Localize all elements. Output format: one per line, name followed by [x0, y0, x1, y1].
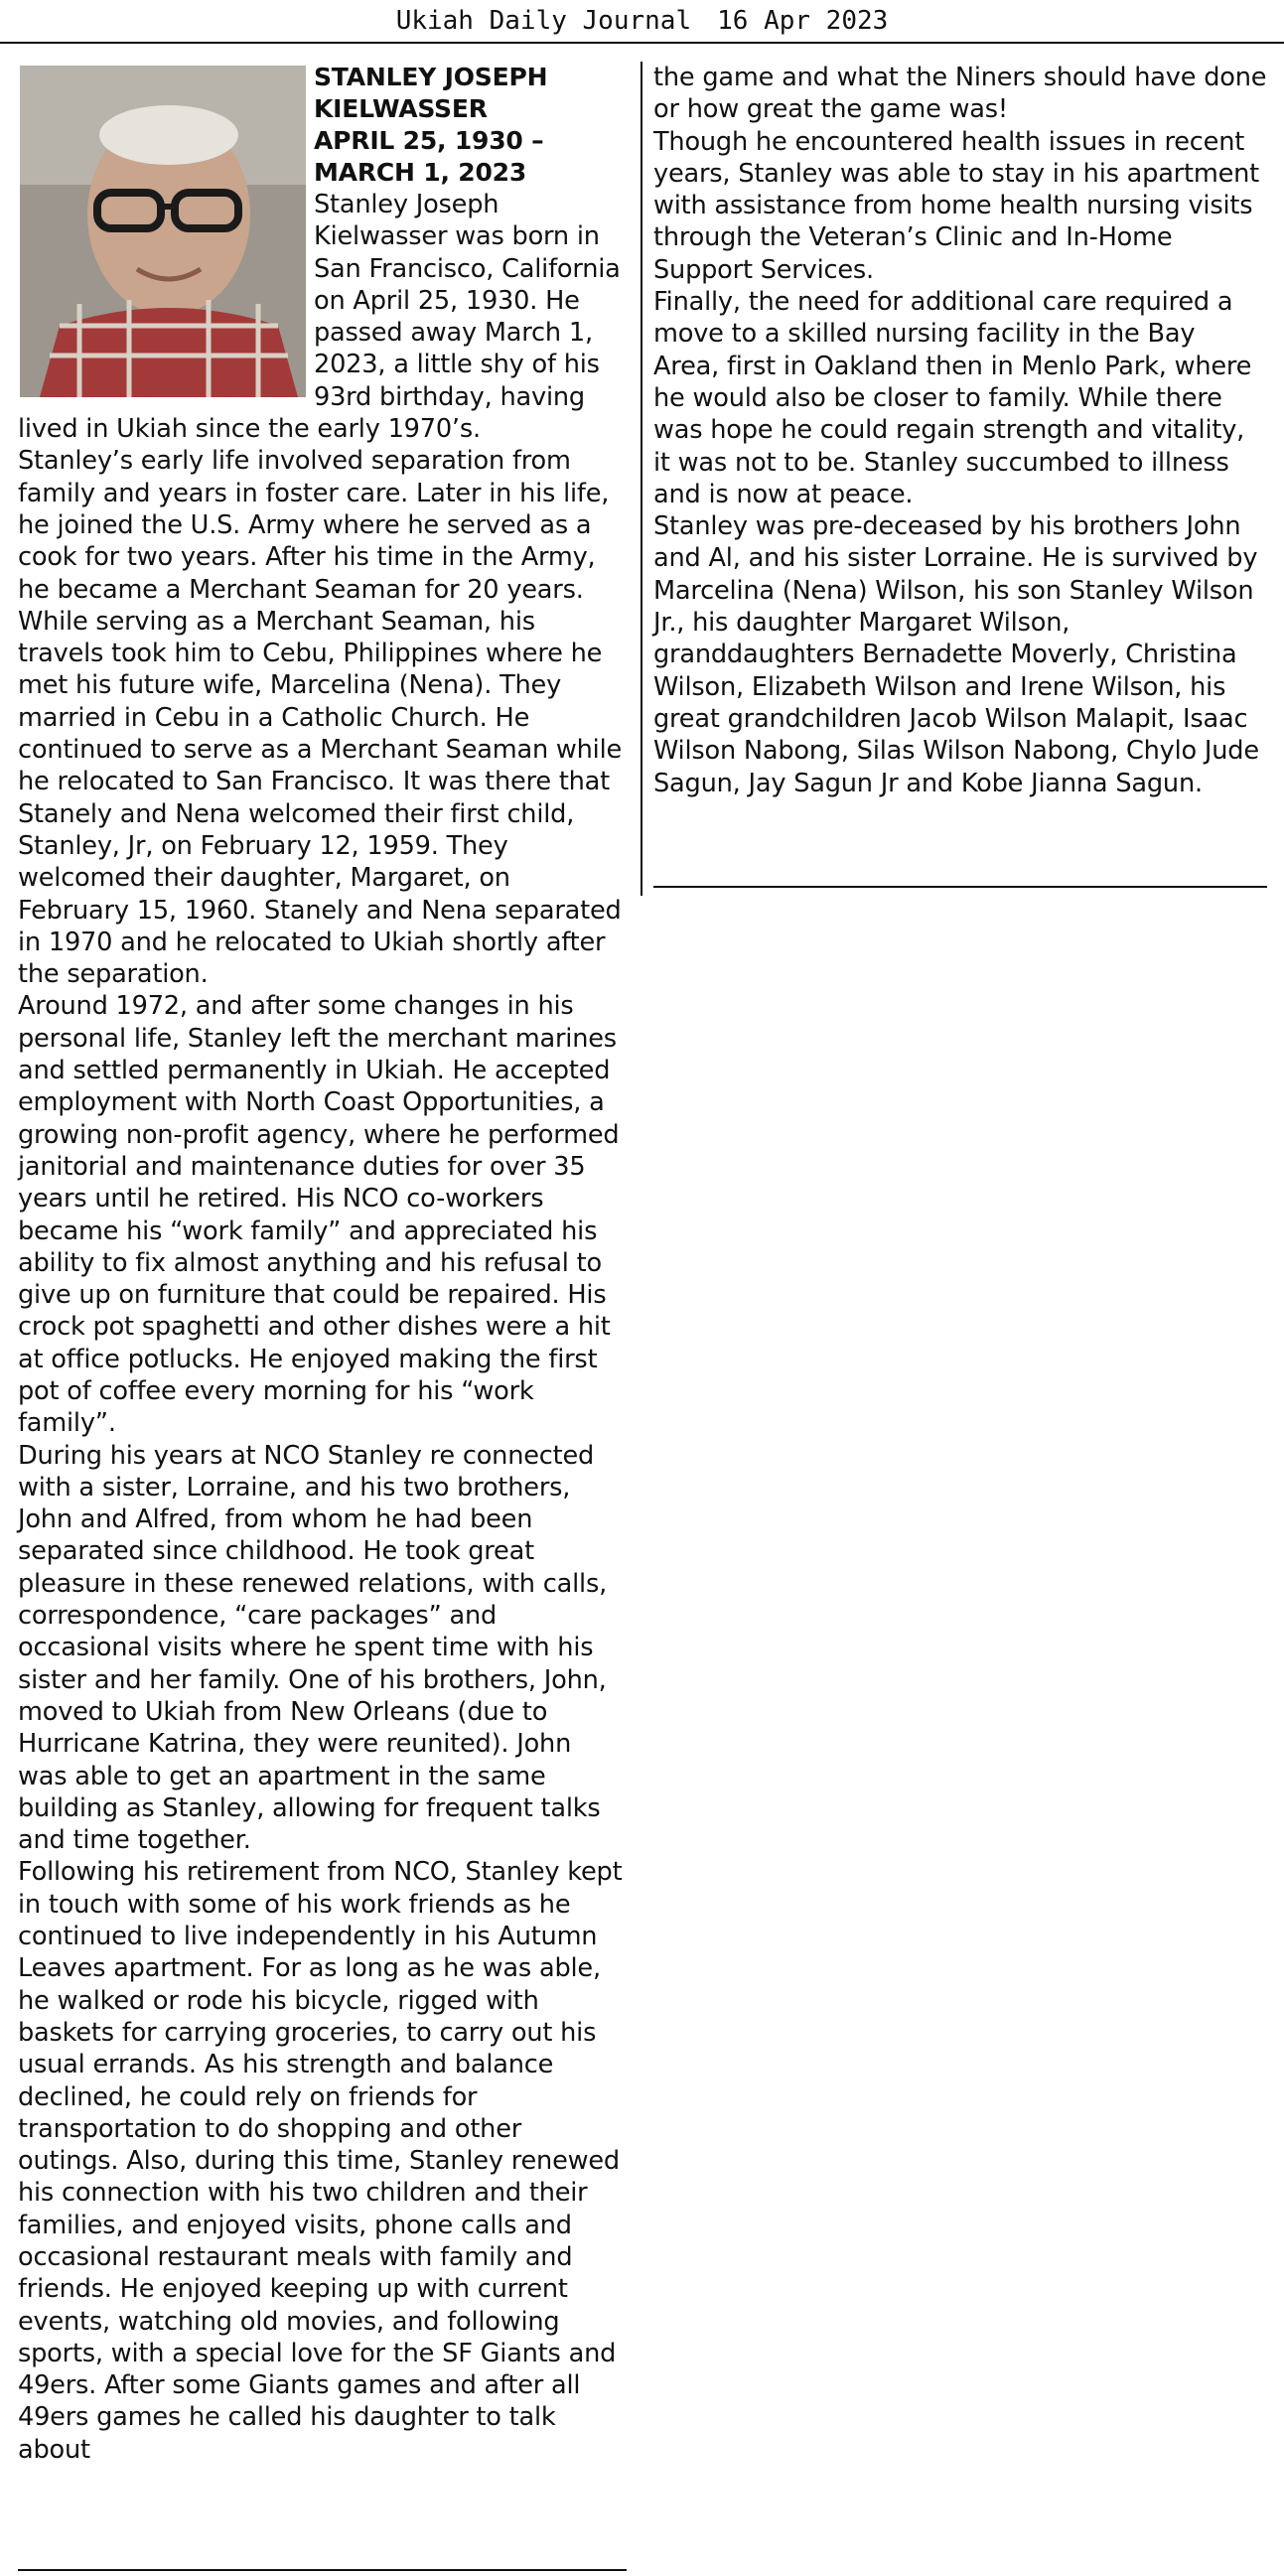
portrait-photo: [20, 66, 306, 397]
obituary-paragraph: Stanley Joseph Kielwasser was born in San Francisco, California on April 25, 1930. He passed away March 1, 2023, a little shy of his 93rd birthday, having lived in Ukiah since the early 1970’s.: [18, 190, 621, 445]
obituary-right-column: [653, 62, 1267, 799]
masthead: [0, 0, 1284, 44]
life-dates: APRIL 25, 1930 – MARCH 1, 2023: [314, 126, 544, 187]
left-column-end-rule: [18, 2569, 627, 2571]
portrait-photo-icon: [20, 66, 306, 397]
obituary-paragraph: Following his retirement from NCO, Stanley kept in touch with some of his work friends as he continued to live independently in his Autumn Leaves apartment. For as long as he was able, he walked or rode his bicycle, rigged with baskets for carrying groceries, to carry out his usual errands. As his strength and balance declined, he could rely on friends for transportation to do shopping and other outings. Also, during this time, Stanley renewed his connection with his two children and their families, and enjoyed visits, phone calls and occasional restaurant meals with family and friends. He enjoyed keeping up with current events, watching old movies, and following sports, with a special love for the SF Giants and 49ers. After some Giants games and after all 49ers games he called his daughter to talk about: [18, 1857, 623, 2465]
column-divider: [641, 62, 642, 896]
newspaper-name: Ukiah Daily Journal: [395, 6, 692, 36]
obituary-paragraph: Around 1972, and after some changes in his personal life, Stanley left the merchant marines and settled permanently in Ukiah. He accepted employment with North Coast Opportunities, a growing non-profit agency, where he performed janitorial and maintenance duties for over 35 years until he retired. His NCO co-workers became his “work family” and appreciated his ability to fix almost anything and his refusal to give up on furniture that could be repaired. His crock pot spaghetti and other dishes were a hit at office potlucks. He enjoyed making the first pot of coffee every morning for his “work family”.: [18, 991, 620, 1439]
obituary-paragraph: Though he encountered health issues in recent years, Stanley was able to stay in his apartment with assistance from home health nursing visits through the Veteran’s Clinic and In-Home Support Services.: [653, 126, 1259, 285]
publication-date: 16 Apr 2023: [717, 6, 889, 36]
right-column-end-rule: [653, 886, 1267, 888]
obituary-paragraph: Stanley’s early life involved separation from family and years in foster care. Later in his life, he joined the U.S. Army where he served as a cook for two years. After his time in the Army, he became a Merchant Seaman for 20 years. While serving as a Merchant Seaman, his travels took him to Cebu, Philippines where he met his future wife, Marcelina (Nena). They married in Cebu in a Catholic Church. He continued to serve as a Merchant Seaman while he relocated to San Francisco. It was there that Stanely and Nena welcomed their first child, Stanley, Jr, on February 12, 1959. They welcomed their daughter, Margaret, on February 15, 1960. Stanely and Nena separated in 1970 and he relocated to Ukiah shortly after the separation.: [18, 446, 623, 990]
survivors-paragraph: Stanley was pre-deceased by his brothers John and Al, and his sister Lorraine. He is survived by Marcelina (Nena) Wilson, his son Stanley Wilson Jr., his daughter Margaret Wilson, granddaughters Bernadette Moverly, Christina Wilson, Elizabeth Wilson and Irene Wilson, his great grandchildren Jacob Wilson Malapit, Isaac Wilson Nabong, Silas Wilson Nabong, Chylo Jude Sagun, Jay Sagun Jr and Kobe Jianna Sagun.: [653, 511, 1259, 798]
obituary-paragraph: the game and what the Niners should have done or how great the game was!: [653, 63, 1267, 125]
obituary-paragraph: Finally, the need for additional care required a move to a skilled nursing facility in the Bay Area, first in Oakland then in Menlo Park, where he would also be closer to family. While there was hope he could regain strength and vitality, it was not to be. Stanley succumbed to illness and is now at peace.: [653, 287, 1252, 509]
deceased-name: STANLEY JOSEPH KIELWASSER: [314, 63, 548, 123]
obituary-paragraph: During his years at NCO Stanley re connected with a sister, Lorraine, and his two brothers, John and Alfred, from whom he had been separated since childhood. He took great pleasure in these renewed relations, with calls, correspondence, “care packages” and occasional visits where he spent time with his sister and her family. One of his brothers, John, moved to Ukiah from New Orleans (due to Hurricane Katrina, they were reunited). John was able to get an apartment in the same building as Stanley, allowing for frequent talks and time together.: [18, 1440, 608, 1856]
obituary-left-column: [18, 62, 627, 2466]
